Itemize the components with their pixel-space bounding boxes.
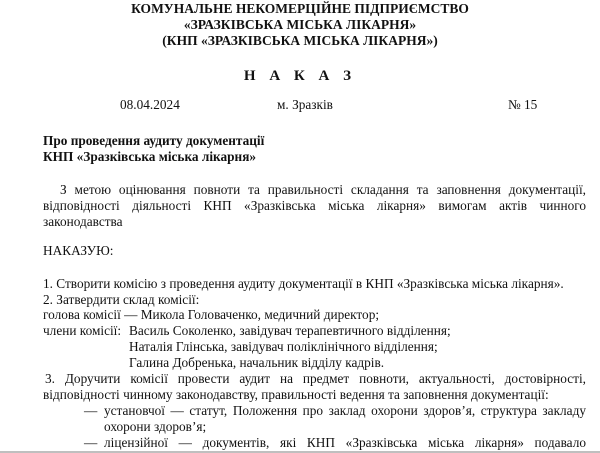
commission-member-2: Наталія Глінська, завідувач поліклінічного відділення; <box>129 339 438 354</box>
org-short-name: (КНП «ЗРАЗКІВСЬКА МІСЬКА ЛІКАРНЯ») <box>162 33 438 48</box>
commission-member-3: Галина Добренька, начальник відділу кадрів. <box>129 355 385 370</box>
document-title: Н А К А З <box>243 68 357 84</box>
list-dash-1: — <box>84 403 98 418</box>
order-item-2: 2. Затвердити склад комісії: <box>43 292 200 307</box>
sublist-item-1-line1: установчої — статут, Положення про заклад охорони здоров’я, структура закладу <box>104 403 586 418</box>
order-item-3-line1: 3. Доручити комісії провести аудит на предмет повноти, актуальності, достовірності, <box>45 371 586 386</box>
commission-chair: голова комісії — Микола Головаченко, медичний директор; <box>43 307 380 322</box>
subject-line1: Про проведення аудиту документації <box>43 133 265 148</box>
commission-member-1: Василь Соколенко, завідувач терапевтичного відділення; <box>129 323 451 338</box>
order-item-3-line2: відповідності чинному законодавству, правильності ведення та заповнення документації: <box>43 387 549 402</box>
order-word: НАКАЗУЮ: <box>43 243 114 258</box>
list-dash-2: — <box>84 435 98 450</box>
sublist-item-2-line1: ліцензійної — документів, які КНП «Зразківська міська лікарня» подавало <box>104 435 586 450</box>
preamble-line2: відповідності діяльності КНП «Зразківська міська лікарня» вимогам актів чинного <box>43 198 586 213</box>
commission-members-label: члени комісії: <box>43 323 122 338</box>
org-name-line1: КОМУНАЛЬНЕ НЕКОМЕРЦІЙНЕ ПІДПРИЄМСТВО <box>131 1 469 16</box>
order-item-1: 1. Створити комісію з проведення аудиту документації в КНП «Зразківська міська лікарня». <box>43 276 564 291</box>
subject-line2: КНП «Зразківська міська лікарня» <box>43 149 257 164</box>
document-number: № 15 <box>508 97 538 112</box>
sublist-item-1-line2: охорони здоров’я; <box>104 419 207 434</box>
document-place: м. Зразків <box>277 97 333 112</box>
preamble-line1: З метою оцінювання повноти та правильності складання та заповнення документації, <box>60 182 586 197</box>
document-date: 08.04.2024 <box>120 97 180 112</box>
preamble-line3: законодавства <box>43 214 123 229</box>
org-name-line2: «ЗРАЗКІВСЬКА МІСЬКА ЛІКАРНЯ» <box>183 17 417 32</box>
